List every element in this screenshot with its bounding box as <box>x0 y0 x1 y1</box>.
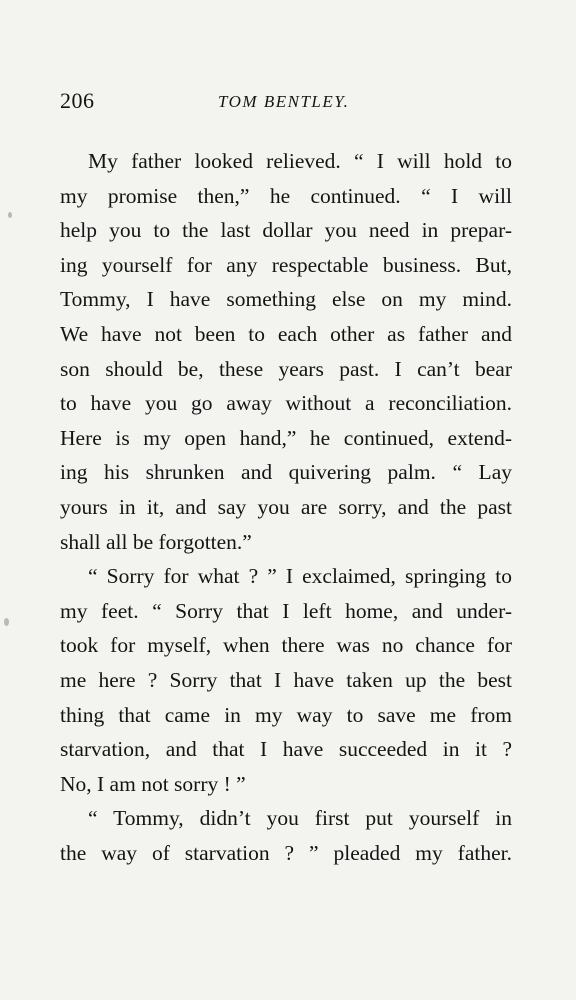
text-line: ing his shrunken and quivering palm. “ Lay <box>60 460 512 485</box>
text-line: No, I am not sorry ! ” <box>60 771 246 796</box>
text-line: shall all be forgotten.” <box>60 529 252 554</box>
text-line: My father looked relieved. “ I will hold to <box>88 149 512 173</box>
text-line: help you to the last dollar you need in prepar- <box>60 218 512 243</box>
text-line: the way of starvation ? ” pleaded my father. <box>60 840 512 865</box>
text-line: took for myself, when there was no chance for <box>60 633 512 658</box>
ink-speck <box>8 212 12 218</box>
text-line: my feet. “ Sorry that I left home, and under- <box>60 598 512 623</box>
text-line: “ Sorry for what ? ” I exclaimed, springing to <box>88 564 512 589</box>
text-line: to have you go away without a reconciliation. <box>60 391 512 416</box>
text-line: yours in it, and say you are sorry, and the past <box>60 494 512 519</box>
text-line: me here ? Sorry that I have taken up the best <box>60 667 512 692</box>
text-line: my promise then,” he continued. “ I will <box>60 183 512 208</box>
text-line: starvation, and that I have succeeded in it ? <box>60 737 512 762</box>
body-text <box>60 144 512 870</box>
ink-speck <box>4 618 9 626</box>
text-line: thing that came in my way to save me from <box>60 702 512 727</box>
page-number: 206 <box>60 88 95 113</box>
text-line: son should be, these years past. I can’t bear <box>60 356 512 381</box>
text-line: “ Tommy, didn’t you first put yourself in <box>88 806 512 831</box>
text-line: ing yourself for any respectable business. But, <box>60 252 512 277</box>
running-head: TOM BENTLEY. <box>218 92 350 111</box>
text-line: Tommy, I have something else on my mind. <box>60 287 512 312</box>
text-line: We have not been to each other as father and <box>60 321 512 346</box>
page-header <box>60 88 520 118</box>
text-line: Here is my open hand,” he continued, extend- <box>60 425 512 450</box>
